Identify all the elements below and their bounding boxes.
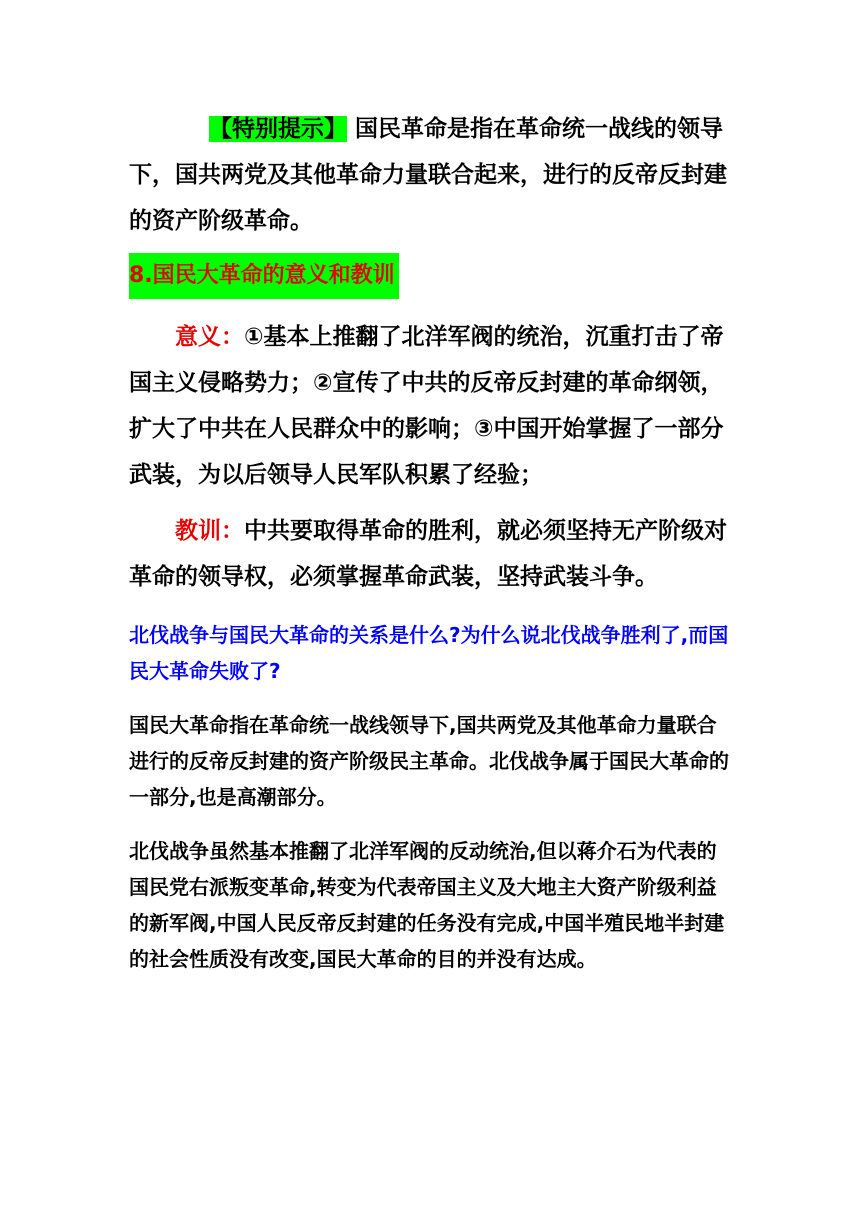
lesson-paragraph	[129, 508, 733, 600]
lesson-text: 中共要取得革命的胜利，就必须坚持无产阶级对革命的领导权，必须掌握革命武装，坚持武装斗争。	[129, 518, 727, 590]
lesson-label: 教训：	[175, 518, 244, 544]
section-heading: 8.国民大革命的意义和教训	[129, 253, 399, 299]
answer-paragraph-2: 北伐战争虽然基本推翻了北洋军阀的反动统治,但以蒋介石为代表的国民党右派叛变革命,转变为代表帝国主义及大地主大资产阶级利益的新军阀,中国人民反帝反封建的任务没有完成,中国半殖民地半封建的社会性质没有改变,国民大革命的目的并没有达成。	[129, 839, 725, 971]
significance-label: 意义：	[175, 324, 244, 350]
special-tip-label: 【特别提示】	[209, 116, 347, 142]
special-tip-paragraph	[129, 106, 733, 244]
question-text: 北伐战争与国民大革命的关系是什么?为什么说北伐战争胜利了,而国民大革命失败了?	[129, 623, 729, 683]
significance-paragraph	[129, 314, 733, 498]
significance-text: ①基本上推翻了北洋军阀的统治，沉重打击了帝国主义侵略势力；②宣传了中共的反帝反封建的革命纲领，扩大了中共在人民群众中的影响；③中国开始掌握了一部分武装，为以后领导人民军队积累了经验；	[129, 324, 724, 488]
answer-paragraph-1: 国民大革命指在革命统一战线领导下,国共两党及其他革命力量联合进行的反帝反封建的资产阶级民主革命。北伐战争属于国民大革命的一部分,也是高潮部分。	[129, 713, 729, 809]
special-tip-text: 国民革命是指在革命统一战线的领导下，国共两党及其他革命力量联合起来，进行的反帝反封建的资产阶级革命。	[129, 116, 727, 234]
